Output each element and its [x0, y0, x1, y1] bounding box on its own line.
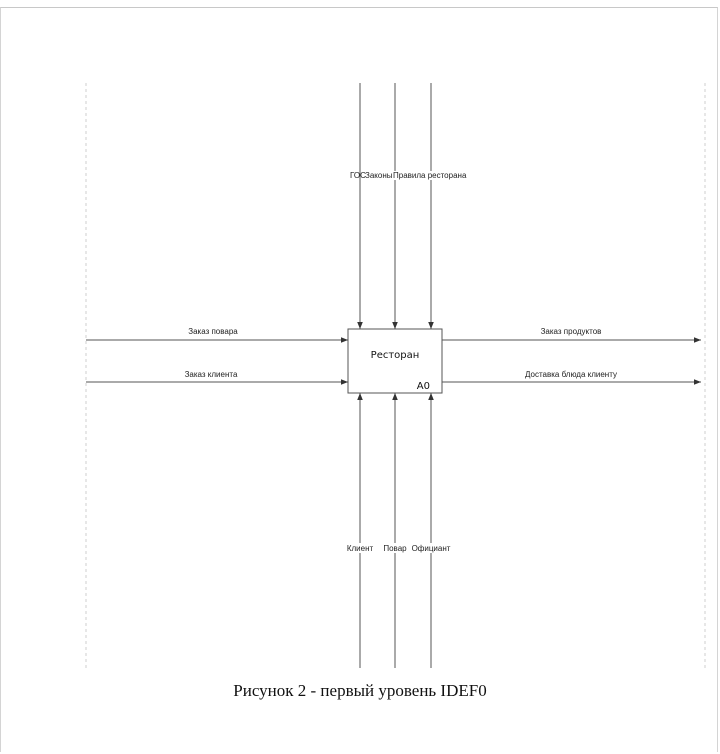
control-label-laws: Законы [365, 171, 393, 180]
mechanism-label-cook: Повар [383, 544, 407, 553]
function-box-node-number: A0 [416, 381, 430, 392]
input-label-client-order: Заказ клиента [184, 370, 238, 379]
mechanism-label-client: Клиент [346, 544, 374, 553]
control-label-gos: ГОС [350, 171, 366, 180]
figure-caption: Рисунок 2 - первый уровень IDEF0 [233, 681, 487, 700]
mechanism-label-waiter: Официант [411, 544, 451, 553]
function-box-title: Ресторан [370, 350, 420, 361]
control-label-rules: Правила ресторана [393, 171, 467, 180]
output-label-delivery: Доставка блюда клиенту [525, 370, 617, 379]
input-label-cook-order: Заказ повара [188, 327, 238, 336]
output-label-product-order: Заказ продуктов [540, 327, 602, 336]
